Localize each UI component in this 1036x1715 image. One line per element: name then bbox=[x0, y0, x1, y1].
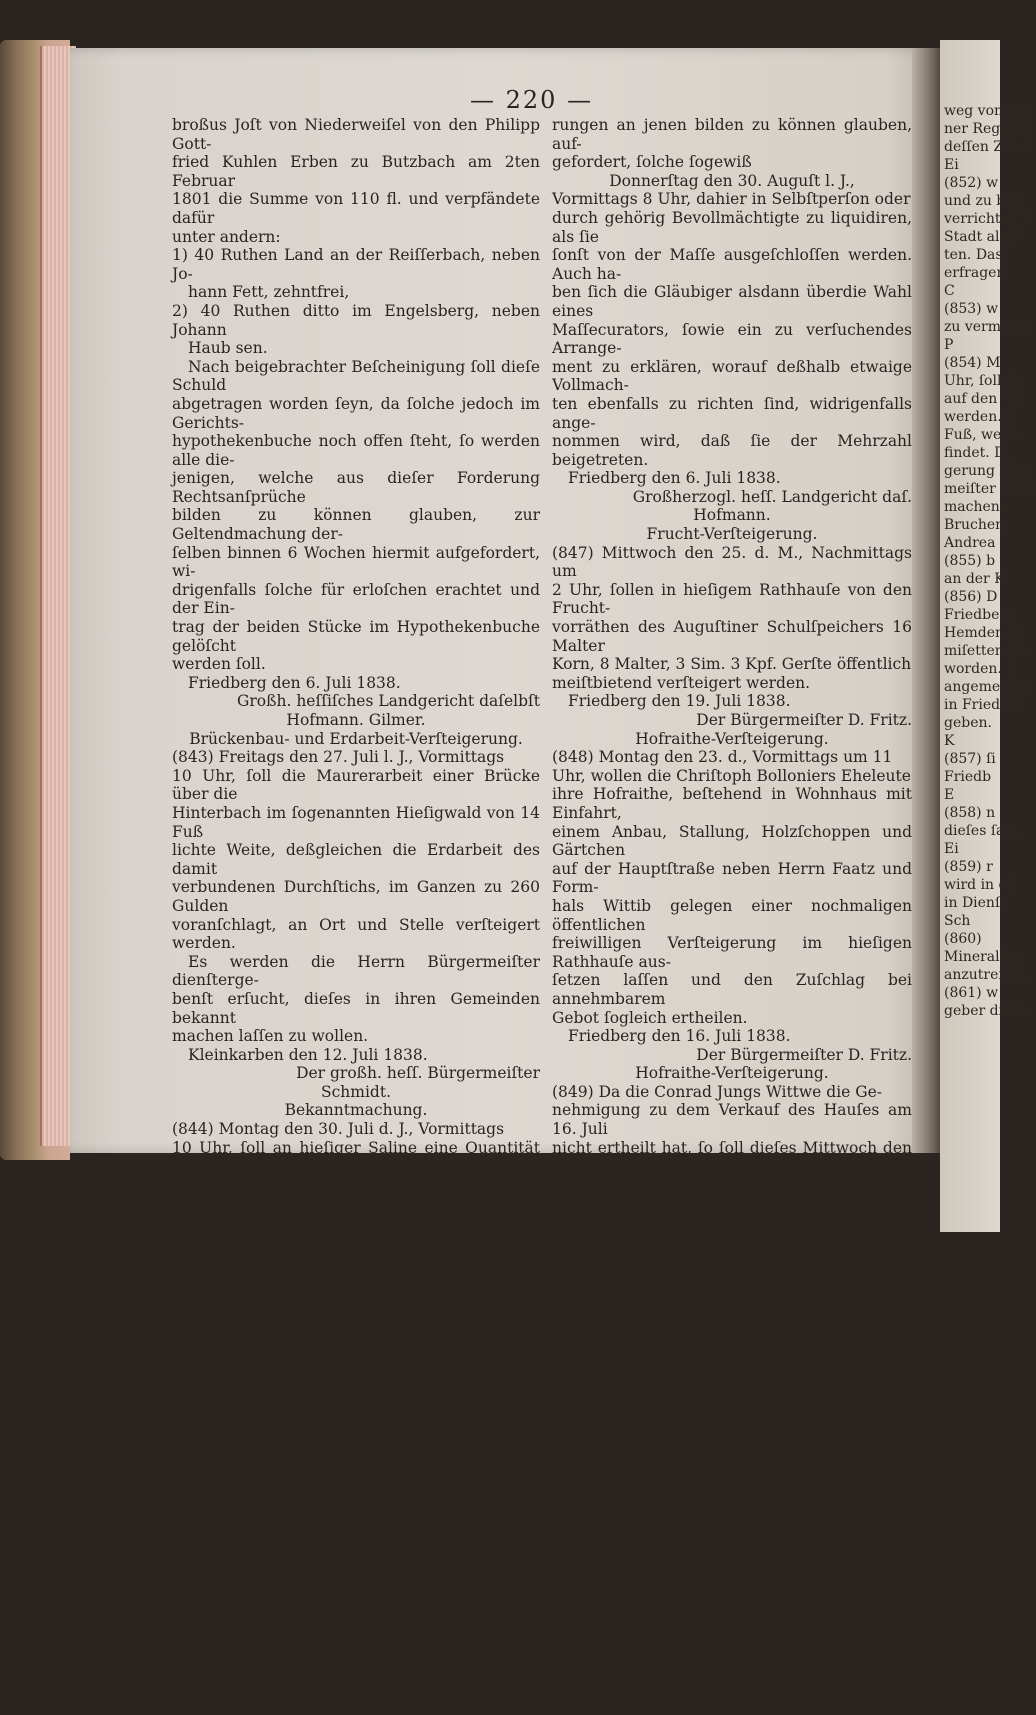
next-page-line: (860) bbox=[944, 931, 982, 947]
text-line: Hofraithe-Verſteigerung. bbox=[635, 729, 829, 748]
next-page-line: (856) D bbox=[944, 589, 998, 605]
text-line: benſt erſucht, dieſes in ihren Gemeinden bekannt bbox=[172, 989, 540, 1027]
text-line: Hinterbach im ſogenannten Hieſigwald von 14 Fuß bbox=[172, 803, 540, 841]
text-line: freiwilligen Verſteigerung im hieſigen Rathhauſe aus- bbox=[552, 934, 912, 971]
text-line: Friedberg den 19. Juli 1838. bbox=[568, 1491, 791, 1510]
text-line: Vormittags 8 Uhr, dahier in Selbſtperſon oder bbox=[552, 190, 911, 209]
text-line: Friedberg den 6. Juli 1838. bbox=[568, 469, 781, 488]
text-line: (849) Da die Conrad Jungs Wittwe die Ge- bbox=[552, 1082, 883, 1101]
next-page-line: gerung bela bbox=[944, 463, 1030, 479]
text-line: Garten an Jacob Groß und Heinrich Klein. bbox=[552, 1268, 883, 1287]
text-line: Kleinkarben den 12. Juli 1838. bbox=[188, 1045, 428, 1064]
text-line: Wille. Meinhard. Wilhelmi. Weiß. bbox=[226, 1306, 486, 1324]
text-line: machen laſſen zu wollen. bbox=[172, 1027, 369, 1046]
text-line: Friedberg den 19. Juli 1838. bbox=[568, 692, 791, 711]
next-page-line: (861) w bbox=[944, 985, 999, 1001]
next-page-line: (857) ſi bbox=[944, 751, 996, 767]
text-line: Verſteigerung im hieſigen Rathhauſe ausgeſetzt wer- bbox=[552, 1213, 912, 1250]
text-line: Hofmann. bbox=[693, 506, 771, 525]
text-line: Es werden die Herrn Bürgermeiſter dienſterge- bbox=[172, 952, 540, 990]
text-line: hypothekenbuche noch offen ſteht, ſo werden alle die- bbox=[172, 432, 540, 469]
next-page-line: an der Ki bbox=[944, 571, 1010, 587]
next-page-line: erfragen. bbox=[944, 265, 1010, 281]
text-line: Der Bürgermeiſter D. Fritz. bbox=[696, 1045, 912, 1064]
text-line: (850) Die Fiſcherei in der Wetter von der bbox=[552, 1343, 875, 1362]
next-page-line: werden. D bbox=[944, 409, 1018, 425]
next-page-line: Uhr, ſoll de bbox=[944, 373, 1024, 389]
text-line: welches man zur öffentlichen Kenntniß bringt. bbox=[172, 1473, 538, 1492]
text-line: bilden zu können glauben, zur Geltendmachung der- bbox=[172, 506, 540, 544]
text-line: Der großh. heſſ. Bürgermeiſter bbox=[296, 1510, 540, 1529]
text-line: Friedberg den 16. Juli 1838. bbox=[568, 1027, 791, 1046]
next-page-line: P bbox=[944, 337, 954, 353]
next-page-line: Stadt als P bbox=[944, 229, 1021, 245]
next-page-line: (853) w bbox=[944, 301, 999, 317]
text-line: Nach beigebrachter Beſcheinigung ſoll dieſe Schuld bbox=[172, 357, 540, 395]
next-page-line: auf den Ab bbox=[944, 391, 1021, 407]
next-page-line: Friedb bbox=[944, 769, 992, 785]
text-line: Rathhauſe meiſtbietend verpachtet werden. bbox=[552, 1473, 898, 1492]
text-line: Niedermörlen den 16. Juli 1838. bbox=[188, 1491, 442, 1510]
next-page-line: (852) w bbox=[944, 175, 999, 191]
text-line: zu Niederweiſel den förmlichen Concursproceß er- bbox=[172, 1640, 540, 1678]
text-line: (851) Vergangenen Sonntag wurde auf dem Fahr- bbox=[552, 1602, 912, 1640]
next-page-line: wird in ei bbox=[944, 877, 1012, 893]
text-line: Donnerſtag den 30. Auguſt l. J., bbox=[609, 171, 855, 190]
next-page-line: und zu beh bbox=[944, 193, 1023, 209]
next-page-line: in Dienſt bbox=[944, 895, 1006, 911]
next-page-line: anzutreffen, bbox=[944, 967, 1031, 983]
text-line: Kurfürſtliches Salzamt, bbox=[264, 1287, 448, 1306]
text-line: Dey. bbox=[339, 1529, 373, 1548]
text-line: (845) Donnerſtag den 26. d. M., Morgens 8 bbox=[172, 1343, 512, 1362]
text-line: (844) Montag den 30. Juli d. J., Vormittags bbox=[172, 1120, 505, 1139]
text-line: Maſſecurators, ſowie ein zu verſuchendes Arrange- bbox=[552, 320, 912, 358]
next-page-line: ten. Das bbox=[944, 247, 1003, 263]
text-line: bei Schwalheim ſoll nächſtkommenden Dienſtag den bbox=[552, 1398, 912, 1436]
next-page-line: (854) M bbox=[944, 355, 1001, 371]
next-page-line: worden. I bbox=[944, 661, 1012, 677]
text-line: auf der Hauptſtraße neben Herrn Faatz und Form- bbox=[552, 859, 912, 897]
text-line: Uhr, ſoll auf dem Gemeinde-Hauſe zu Niedermörlen bbox=[172, 1361, 540, 1399]
text-line: Hofmann. Gilmer. bbox=[286, 711, 426, 729]
text-line: durch gehörig Bevollmächtigte zu liquidiren, als ſie bbox=[552, 208, 912, 246]
text-line: Edictalladung. bbox=[277, 1547, 435, 1566]
next-page-line: angemeſſen bbox=[944, 679, 1028, 695]
next-page-line: miſetten un bbox=[944, 643, 1027, 659]
text-line: 24. Juli l. J., Nachmittags um 4 Uhr, auf hieſigem bbox=[552, 1436, 912, 1473]
text-line: einem Anbau, Stallung, Holzſchoppen und Gärtchen bbox=[552, 822, 912, 860]
text-line: Verloren. bbox=[682, 1584, 782, 1603]
text-line: Korn, 8 Malter, 3 Sim. 3 Kpf. Gerſte öffentlich bbox=[552, 655, 912, 674]
text-line: abgetragen worden ſeyn, da ſolche jedoch im Gerichts- bbox=[172, 394, 540, 432]
text-line: nehmigung zu dem Verkauf des Hauſes am 16. Juli bbox=[552, 1101, 912, 1139]
text-line: 1) 40 Ruthen Land an der Reiſſerbach, neben Jo- bbox=[172, 246, 540, 283]
text-line: Nauheim den 16. Juli 1838. bbox=[188, 1268, 404, 1287]
text-line: Der Bürgermeiſter D. Fritz. bbox=[696, 711, 912, 729]
next-page-line: in Friedber bbox=[944, 697, 1025, 713]
text-line: ben ſich die Gläubiger alsdann überdie Wahl eines bbox=[552, 283, 912, 320]
text-line: Privat-Bekanntmachungen. bbox=[562, 1557, 902, 1584]
text-line: trag der beiden Stücke im Hypothekenbuche gelöſcht bbox=[172, 618, 540, 655]
text-line: Hofraithe-Verſteigerung. bbox=[635, 1064, 829, 1083]
text-line: hals Wittib gelegen einer nochmaligen öffentlichen bbox=[552, 896, 912, 934]
text-line: drigenfalls ſolche für erloſchen erachtet und der Ein- bbox=[172, 580, 540, 618]
next-page-line: E bbox=[944, 787, 955, 803]
text-line: Brückenbau- und Erdarbeit-Verſteigerung. bbox=[189, 729, 523, 748]
next-page-line: Bruchen bbox=[944, 517, 1005, 533]
next-page-line: (859) r bbox=[944, 859, 993, 875]
right-column bbox=[552, 116, 912, 1640]
text-line: Fiſcherei-Verpachtung. bbox=[641, 1324, 823, 1343]
text-line: hann Fett, zehntfrei, bbox=[188, 283, 350, 302]
left-column bbox=[172, 116, 540, 1715]
text-line: Gebot ſogleich ertheilen. bbox=[552, 1008, 748, 1027]
text-line: ment zu erklären, worauf deßhalb etwaige Vollmach- bbox=[552, 357, 912, 395]
next-page-line: geben. bbox=[944, 715, 992, 731]
text-line: Frucht-Verſteigerung. bbox=[646, 525, 818, 544]
text-line: den. Die Hofraithe beſteht in Wohnhaus und bbox=[552, 1250, 901, 1269]
next-page-line: findet. Di bbox=[944, 445, 1010, 461]
text-line: ſetzen laſſen und den Zuſchlag bei annehmbarem bbox=[552, 971, 912, 1008]
book-gutter bbox=[912, 48, 942, 1153]
text-line: (846) Nachdem großherz. Hofgericht der Provinz bbox=[172, 1566, 540, 1603]
text-line: 2) 40 Ruthen ditto im Engelsberg, neben Johann bbox=[172, 301, 540, 339]
page-number: — 220 — bbox=[470, 86, 594, 114]
text-line: (848) Montag den 23. d., Vormittags um 11 bbox=[552, 748, 893, 767]
text-line: Bekanntmachung. bbox=[284, 1101, 428, 1120]
text-line: lichte Weite, deßgleichen die Erdarbeit des damit bbox=[172, 841, 540, 878]
text-line: Großherzogl. heſſ. Landgericht daſ. bbox=[632, 487, 912, 506]
text-line: Der großh. heſſ. Bürgermeiſter bbox=[296, 1064, 540, 1083]
text-line: Friedberg den 6. Juli 1838. bbox=[188, 673, 401, 692]
text-line: 10 Uhr, ſoll die Maurerarbeit einer Brücke über die bbox=[172, 766, 540, 804]
text-line: ∿∿∿∿∿∿∿∿∿∿ bbox=[676, 1535, 788, 1550]
next-page-line: Ei bbox=[944, 841, 959, 857]
next-page-line: geber dieſes bbox=[944, 1003, 1033, 1019]
next-page-line: dieſes ſagt bbox=[944, 823, 1019, 839]
text-line: gefordert, ſolche ſogewiß bbox=[552, 153, 752, 172]
next-page-line: Sch bbox=[944, 913, 971, 929]
text-line: unter andern: bbox=[172, 227, 281, 246]
next-page-line: Fuß, welch bbox=[944, 427, 1023, 443]
text-line: (843) Freitags den 27. Juli l. J., Vormittags bbox=[172, 748, 505, 767]
text-line: ihre Hofraithe, beſtehend in Wohnhaus mit Einfahrt, bbox=[552, 785, 912, 822]
text-line: ſonſt von der Maſſe ausgeſchloſſen werden. Auch ha- bbox=[552, 246, 912, 283]
text-line: meiſtbietend verſteigert werden. bbox=[552, 673, 811, 692]
text-line: Schmidt. bbox=[320, 1082, 391, 1101]
text-line: voranſchlagt, an Ort und Stelle verſteigert werden. bbox=[172, 915, 540, 953]
next-page-line: machen. bbox=[944, 499, 1005, 515]
text-line: nommen wird, daß ſie der Mehrzahl beigetreten. bbox=[552, 432, 912, 469]
text-line: kannt hat, ſo werden alle diejenigen, welche Forde- bbox=[172, 1677, 540, 1715]
text-line: rungen an jenen bilden zu können glauben, auf- bbox=[552, 116, 912, 153]
next-page-line: C bbox=[944, 283, 955, 299]
next-page-line: Mineralbru bbox=[944, 949, 1025, 965]
text-line: (847) Mittwoch den 25. d. M., Nachmittags um bbox=[552, 543, 912, 581]
text-line: ſelben binnen 6 Wochen hiermit aufgefordert, wi- bbox=[172, 543, 540, 581]
text-line: ten ebenfalls zu richten ſind, widrigenfalls ange- bbox=[552, 394, 912, 432]
next-page-line: Friedberg bbox=[944, 607, 1016, 623]
text-line: verbundenen Durchſtichs, im Ganzen zu 260 Gulden bbox=[172, 878, 540, 915]
text-line: broßus Joſt von Niederweiſel von den Philipp Gott- bbox=[172, 116, 540, 153]
next-page-line: zu vermieth bbox=[944, 319, 1029, 335]
next-page-line: ner Regensc bbox=[944, 121, 1033, 137]
next-page-line: meiſter werd bbox=[944, 481, 1036, 497]
text-line: jenigen, welche aus dieſer Forderung Rechtsanſprüche bbox=[172, 469, 540, 506]
text-line: Friedberg den 19. Juli 1838. bbox=[568, 1287, 791, 1306]
text-line: Juli, Nachmittags um 3 Uhr, einer nochmaligen bbox=[552, 1175, 912, 1213]
text-line: zur Nachricht dient. bbox=[172, 1250, 332, 1269]
text-line: Großh. heſſiſches Landgericht daſelbſt bbox=[237, 692, 540, 711]
next-page-line: K bbox=[944, 733, 955, 749]
next-page-line: deſſen Zurü bbox=[944, 139, 1028, 155]
text-line: Frucht-Verſteigerung. bbox=[270, 1324, 442, 1343]
next-page-line: Hemden, 5 bbox=[944, 625, 1022, 641]
next-page-line: verrichten n bbox=[944, 211, 1032, 227]
next-page-line: Andrea bbox=[944, 535, 996, 551]
text-line: Haub sen. bbox=[188, 339, 268, 358]
text-line: Der Bürgermeiſter D. Fritz. bbox=[696, 1510, 912, 1529]
text-line: werden, welches den dazu Luſttragenden hierdurch bbox=[172, 1213, 540, 1250]
text-line: der noch Reſt von ungefähr 5 Malter Gemeindes- bbox=[172, 1398, 540, 1436]
next-page-line: Ei bbox=[944, 157, 959, 173]
text-line: werden ſoll. bbox=[172, 655, 266, 674]
text-line: vorräthen des Auguſtiner Schulſpeichers 16 Malter bbox=[552, 618, 912, 655]
text-line: Oberheſſen über das Vermögen des Conrad Haub VI. bbox=[172, 1603, 540, 1641]
next-page-line: (858) n bbox=[944, 805, 996, 821]
next-page-line: weg von De bbox=[944, 103, 1027, 119]
text-line: fried Kuhlen Erben zu Butzbach am 2ten Februar bbox=[172, 153, 540, 190]
text-line: frucht dem Wenigſtnehmenden in Lieferung übergeben bbox=[172, 1175, 540, 1213]
next-page-fragment bbox=[940, 40, 1036, 1232]
text-line: Wiſſelsheimer Grenze bis zu dem Salinen-Kunſtrad bbox=[552, 1361, 912, 1399]
text-line: 10 Uhr, ſoll an hieſiger Saline eine Quantität Brod- bbox=[172, 1138, 540, 1176]
text-line: Korn gegen gleich baare Zahlung verſteigert werden, bbox=[172, 1436, 540, 1473]
next-page-line: (855) b bbox=[944, 553, 996, 569]
text-line: 2 Uhr, ſollen in hieſigem Rathhauſe von den Frucht- bbox=[552, 580, 912, 618]
text-line: 1801 die Summe von 110 fl. und verpfändete dafür bbox=[172, 190, 540, 227]
text-line: Der Bürgermeiſter D. Fritz. bbox=[696, 1306, 912, 1324]
text-line: nicht ertheilt hat, ſo ſoll dieſes Mittwoch den 25. bbox=[552, 1138, 912, 1176]
text-line: Uhr, wollen die Chriſtoph Bolloniers Eheleute bbox=[552, 766, 911, 785]
